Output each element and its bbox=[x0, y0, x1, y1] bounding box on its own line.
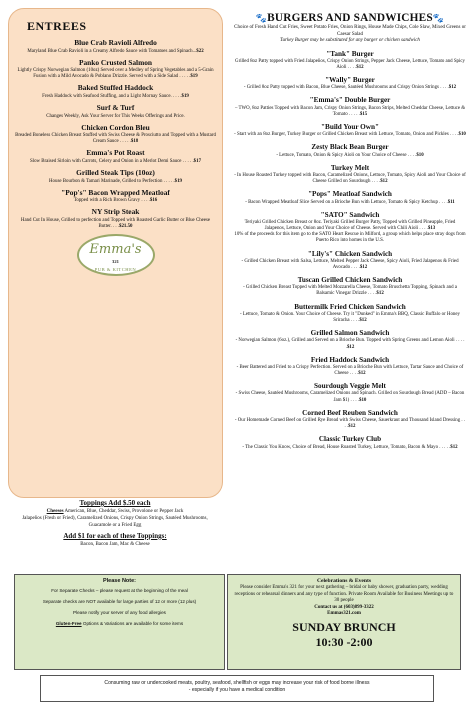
menu-item-name: "Emma's" Double Burger bbox=[309, 96, 391, 105]
cheeses-text: American, Blue, Cheddar, Swiss, Provolone or Pepper Jack bbox=[63, 509, 184, 515]
menu-item-price: $10 bbox=[458, 132, 466, 138]
menu-item-desc-text: - Grilled Chicken Breast Topped with Melted Mozzarella Cheese, Tomato Bruschetta Topping, Spinach and a Balsamic Vinegar Drizzle . . . . bbox=[243, 285, 457, 297]
menu-item bbox=[15, 104, 216, 120]
menu-item-price: $19 bbox=[174, 178, 182, 184]
cheeses-label: Cheeses bbox=[46, 509, 64, 515]
food-disclaimer bbox=[40, 675, 434, 702]
entree-list bbox=[15, 39, 216, 230]
menu-item bbox=[234, 211, 466, 245]
menu-item bbox=[234, 96, 466, 118]
menu-item bbox=[234, 382, 466, 404]
menu-item-description bbox=[234, 338, 466, 350]
menu-item-price: $10 bbox=[359, 397, 367, 403]
menu-item-name: "Pop's" Bacon Wrapped Meatloaf bbox=[61, 187, 170, 197]
menu-item-name: Zesty Black Bean Burger bbox=[311, 143, 389, 152]
menu-item-price: $19 bbox=[190, 74, 198, 80]
menu-item-desc-text: Changes Weekly, Ask Your Server for This Weeks Offerings and Price. bbox=[46, 113, 185, 119]
notes-box bbox=[14, 574, 225, 670]
menu-item-price: $12 bbox=[359, 317, 367, 323]
menu-item-description bbox=[15, 179, 216, 185]
emmas-logo bbox=[77, 234, 155, 276]
note-line: Separate checks are NOT available for large parties of 12 or more (12 plus) bbox=[42, 599, 197, 605]
menu-item bbox=[15, 39, 216, 55]
menu-item-name: Surf & Turf bbox=[96, 103, 135, 113]
disclaimer-line: Consuming raw or undercooked meats, poultry, seafood, shellfish or eggs may increase your risk of food borne illness bbox=[104, 680, 370, 686]
menu-item-name: Panko Crusted Salmon bbox=[78, 57, 153, 67]
menu-item-price: $21.50 bbox=[119, 224, 133, 230]
premium-toppings-text: Bacon, Bacon Jam, Mac & Cheese bbox=[80, 542, 150, 548]
menu-item-price: $12 bbox=[450, 444, 458, 450]
menu-item-name: Fried Haddock Sandwich bbox=[310, 355, 390, 364]
menu-item-description bbox=[15, 133, 216, 145]
menu-item-description bbox=[234, 391, 466, 403]
menu-item-name: NY Strip Steak bbox=[91, 207, 140, 217]
disclaimer-line: - especially if you have a medical condition bbox=[188, 686, 286, 693]
menu-item-desc-text: Hand Cut In House, Grilled to perfection and Topped with Roasted Garlic Butter or Blue Cheese Butter. . . . bbox=[20, 217, 211, 230]
menu-item-desc-text: Slow Braised Sirloin with Carrots, Celery and Onion in a Merlot Demi Sauce . . . . . bbox=[29, 158, 194, 164]
menu-item-name: "Lily's" Chicken Sandwich bbox=[307, 249, 393, 258]
menu-item-desc-text: – TWO, 8oz Patties Topped with Bacon Jam, Crispy Onion Strings, Bacon Strips, Melted Cheddar Cheese, Lettuce & Tomato . . . . . bbox=[234, 105, 466, 117]
paw-icon: 🐾 bbox=[432, 13, 445, 23]
menu-item bbox=[234, 250, 466, 272]
menu-item-desc-text: Fresh Haddock with Seafood Stuffing, and a Light Mornay Sauce. . . . . bbox=[42, 93, 182, 99]
brunch-title: SUNDAY BRUNCH bbox=[292, 619, 396, 634]
menu-item-desc-text: Maryland Blue Crab Ravioli in a Creamy Alfredo Sauce with Tomatoes and Spinach... bbox=[27, 48, 197, 54]
menu-item bbox=[234, 50, 466, 72]
menu-item-price: $12 bbox=[356, 64, 364, 70]
menu-item-name: "Tank" Burger bbox=[326, 49, 374, 58]
menu-item bbox=[234, 356, 466, 378]
toppings-section bbox=[16, 497, 214, 549]
paw-icon: 🐾 bbox=[255, 13, 268, 23]
menu-item bbox=[15, 124, 216, 146]
menu-item-desc-text: - Lettuce, Tomato & Onion. Your Choice of Cheese. Try it "Dunked" in Emma's BBQ, Classic Buffalo or Honey Sriracha . . . . bbox=[240, 311, 460, 323]
menu-item-desc-text: - Swiss Cheese, Sautéed Mushrooms, Caramelized Onions and Spinach. Grilled on Sourdough Bread (ADD – Bacon Jam $1) . . . . bbox=[235, 391, 465, 403]
menu-item-desc-text: - Grilled 8oz Patty topped with Bacon, Blue Cheese, Sautéed Mushrooms and Crispy Onion Strings . . . . bbox=[243, 85, 449, 91]
burgers-heading bbox=[234, 12, 466, 24]
events-title: Celebrations & Events bbox=[316, 578, 372, 584]
menu-item bbox=[234, 76, 466, 91]
menu-item-name: Corned Beef Reuben Sandwich bbox=[302, 408, 398, 417]
sides-text: Choice of Fresh Hand Cut Fries, Sweet Potato Fries, Onion Rings, House Made Chips, Cole Slaw, Mixed Greens or Caesar Salad bbox=[234, 25, 466, 37]
menu-item bbox=[15, 84, 216, 100]
menu-item-desc-text: - In House Roasted Turkey topped with Bacon, Caramelized Onions, Lettuce, Tomato, Spicy Aioli and Your Choice of Cheese Grilled on Sourdough . . . . bbox=[234, 173, 466, 185]
menu-item-price: $12 bbox=[376, 291, 384, 297]
menu-item bbox=[234, 190, 466, 205]
events-box bbox=[227, 574, 461, 670]
menu-item-description bbox=[234, 418, 466, 430]
menu-item-name: Blue Crab Ravioli Alfredo bbox=[74, 38, 157, 47]
menu-item-desc-text: House Bourbon & Tamari Marinade, Grilled to Perfection . . . . . bbox=[49, 178, 175, 184]
gluten-free-label: Gluten-Free bbox=[55, 621, 82, 627]
menu-item-description bbox=[234, 312, 466, 324]
menu-item-description bbox=[234, 153, 466, 159]
burger-list bbox=[234, 50, 466, 451]
events-text: Please consider Emma's 321 for your next gathering – bridal or baby shower, graduation party, wedding receptions or rehearsal dinners and any type of function. Private Room Available for Business Meetings up to 30 people bbox=[234, 585, 454, 604]
menu-item-price: $12 bbox=[448, 85, 457, 91]
menu-item-desc-text: - Norwegian Salmon (6oz.), Grilled and Served on a Brioche Bun. Topped with Spring Greens and Lemon Aioli . . . . . bbox=[235, 338, 465, 350]
menu-item-description bbox=[234, 285, 466, 297]
menu-item-description bbox=[234, 259, 466, 271]
turkey-note: Turkey Burger may be substituted for any burger or chicken sandwich bbox=[280, 38, 420, 43]
menu-item-name: Turkey Melt bbox=[330, 163, 370, 172]
menu-item bbox=[15, 169, 216, 185]
menu-item-desc-text: - Grilled Chicken Breast with Salsa, Lettuce, Melted Pepper Jack Cheese, Spicy Aioli, Fried Jalapenos & Fried Avocado . . . . bbox=[241, 258, 459, 270]
menu-item-price: $10 bbox=[416, 152, 424, 158]
menu-item-desc-text: Lightly Crispy Norwegian Salmon (10oz) Served over a Medley of Spring Vegetables and a 5-Grain Fusion with a Mild Avocado & Poblano Drizzle. Served with a Side Salad . . . . . bbox=[17, 68, 214, 80]
menu-item-desc-text: - Start with an 8oz Burger, Turkey Burger or Grilled Chicken Breast with Lettuce, Tomato, Onion and Pickles . . . . bbox=[234, 132, 459, 138]
menu-item-desc-text: Topped with a Rich Brown Gravy . . . . bbox=[73, 198, 150, 204]
gluten-free-text: Options & Variations are available for some items bbox=[81, 621, 184, 627]
menu-item-desc-text: - The Classic You Know, Choice of Bread, House Roasted Turkey, Lettuce, Tomato, Bacon & Mayo . . . . . bbox=[242, 444, 451, 450]
menu-item-description bbox=[15, 94, 216, 100]
menu-item-description bbox=[234, 220, 466, 232]
logo-number: 321 bbox=[112, 259, 119, 265]
menu-item bbox=[15, 189, 216, 205]
note-line: Please notify your server of any food allergies bbox=[73, 610, 166, 616]
toppings-heading: Toppings Add $.50 each bbox=[79, 499, 151, 507]
menu-item bbox=[234, 143, 466, 158]
menu-item-name: Classic Turkey Club bbox=[318, 435, 382, 444]
menu-item-name: Grilled Steak Tips (10oz) bbox=[76, 168, 155, 178]
menu-item-name: "Build Your Own" bbox=[321, 122, 379, 131]
events-website[interactable]: Emmas321.com bbox=[327, 611, 361, 617]
note-line: For Separate Checks – please request at the beginning of the meal bbox=[51, 588, 188, 594]
menu-item-desc-text: - Bacon Wrapped Meatloaf Slice Served on a Brioche Bun with Lettuce, Tomato & Spicy Ketchup . . . . bbox=[245, 199, 448, 205]
menu-item bbox=[234, 164, 466, 186]
menu-item-description bbox=[15, 198, 216, 204]
menu-item bbox=[234, 409, 466, 431]
menu-item-name: Tuscan Grilled Chicken Sandwich bbox=[297, 276, 403, 285]
menu-item-price: $12 bbox=[346, 344, 355, 350]
menu-item-price: $12 bbox=[358, 371, 366, 377]
menu-item bbox=[15, 208, 216, 230]
menu-item-price: $22 bbox=[196, 48, 204, 54]
menu-item bbox=[234, 435, 466, 450]
menu-item-desc-text: - Beer Battered and Fried to a Crispy Perfection. Served on a Brioche Bun with Lettuce, Tartar Sauce and Choice of Cheese . . . . bbox=[236, 364, 464, 377]
burgers-intro bbox=[234, 25, 466, 45]
menu-item-description bbox=[234, 132, 466, 138]
menu-item-name: Emma's Pot Roast bbox=[86, 148, 145, 158]
menu-item-name: "Wally" Burger bbox=[325, 76, 375, 85]
menu-item-price: $12 bbox=[359, 264, 368, 270]
menu-item-price: $18 bbox=[130, 139, 139, 145]
menu-item-price: $11 bbox=[447, 199, 455, 205]
menu-item-price: $12 bbox=[380, 179, 388, 185]
entrees-heading: ENTREES bbox=[27, 19, 87, 33]
menu-item-price: $17 bbox=[193, 158, 202, 164]
entrees-panel bbox=[8, 8, 223, 498]
menu-item-desc-text: Breaded Boneless Chicken Breast Stuffed with Swiss Cheese & Prosciutto and Topped with a Mustard Cream Sauce . . . . . bbox=[15, 133, 216, 145]
menu-item-name: Sourdough Veggie Melt bbox=[314, 382, 386, 391]
menu-item-name: Baked Stuffed Haddock bbox=[77, 83, 154, 93]
logo-tagline: PUB & KITCHEN bbox=[94, 267, 137, 273]
menu-item-description bbox=[234, 173, 466, 185]
menu-item-name: Buttermilk Fried Chicken Sandwich bbox=[294, 302, 406, 311]
menu-item-description bbox=[15, 218, 216, 230]
menu-item-description bbox=[234, 445, 466, 451]
menu-item-description bbox=[15, 49, 216, 55]
premium-toppings-heading: Add $1 for each of these Toppings: bbox=[63, 531, 167, 540]
menu-item bbox=[15, 149, 216, 165]
menu-item-description bbox=[15, 159, 216, 165]
menu-item-name: Grilled Salmon Sandwich bbox=[310, 329, 390, 338]
brunch-time: 10:30 -2:00 bbox=[315, 635, 373, 650]
notes-title: Please Note: bbox=[102, 578, 136, 584]
menu-item-desc-text: Grilled 8oz Patty topped with Fried Jalapeños, Crispy Onion Strings, Pepper Jack Cheese, Lettuce, Tomato and Spicy Aioli . . . . bbox=[235, 58, 465, 70]
menu-item bbox=[234, 303, 466, 325]
menu-item-description bbox=[234, 59, 466, 71]
menu-item-description bbox=[15, 114, 216, 120]
menu-item bbox=[234, 329, 466, 351]
menu-item bbox=[234, 276, 466, 298]
burgers-heading-text: BURGERS AND SANDWICHES bbox=[267, 12, 433, 24]
menu-item bbox=[15, 59, 216, 81]
toppings-cheeses bbox=[16, 509, 214, 516]
logo-name: Emma's bbox=[89, 242, 142, 258]
menu-item-price: $16 bbox=[149, 198, 158, 204]
menu-item-description bbox=[234, 85, 466, 91]
menu-item-description bbox=[15, 68, 216, 80]
menu-item-description bbox=[234, 365, 466, 377]
menu-item-note: 10% of the proceeds for this item go to the SATO Heart Rescue in Milford, a group which helps place stray dogs from Puerto Rico into homes in the U.S. bbox=[234, 232, 466, 244]
menu-item bbox=[234, 123, 466, 138]
menu-item-price: $13 bbox=[427, 226, 436, 232]
menu-item-desc-text: Teriyaki Grilled Chicken Breast or 8oz. Teriyaki Grilled Burger Patty, Topped with Grilled Pineapple, Fried Jalapenos, Lettuce, Onion and Your Choice of Cheese. Served with Chili Aioli . . . . bbox=[244, 220, 456, 232]
events-contact: Contact us at (603)899-3322 bbox=[314, 604, 374, 610]
menu-item-name: "SATO" Sandwich bbox=[320, 210, 380, 219]
menu-item-name: Chicken Cordon Bleu bbox=[81, 122, 150, 132]
menu-item-price: $19 bbox=[181, 93, 189, 99]
menu-item-description bbox=[234, 200, 466, 206]
menu-item-price: $12 bbox=[348, 424, 356, 430]
toppings-veg: Jalapeños (Fresh or Fried), Caramelized Onions, Crispy Onion Strings, Sautéed Mushrooms, Guacamole or a Fried Egg bbox=[22, 516, 208, 528]
menu-item-description bbox=[234, 106, 466, 118]
menu-item-desc-text: - Lettuce, Tomato, Onion & Spicy Aioli on Your Choice of Cheese . . . . bbox=[276, 152, 417, 158]
menu-item-name: "Pops" Meatloaf Sandwich bbox=[308, 190, 392, 199]
burgers-panel bbox=[234, 8, 466, 573]
menu-item-price: $15 bbox=[359, 111, 368, 117]
menu-item-desc-text: - Our Homemade Corned Beef on Grilled Rye Bread with Swiss Cheese, Sauerkraut and Thousand Island Dressing . . . . bbox=[234, 417, 466, 430]
gluten-free-note bbox=[20, 621, 219, 627]
